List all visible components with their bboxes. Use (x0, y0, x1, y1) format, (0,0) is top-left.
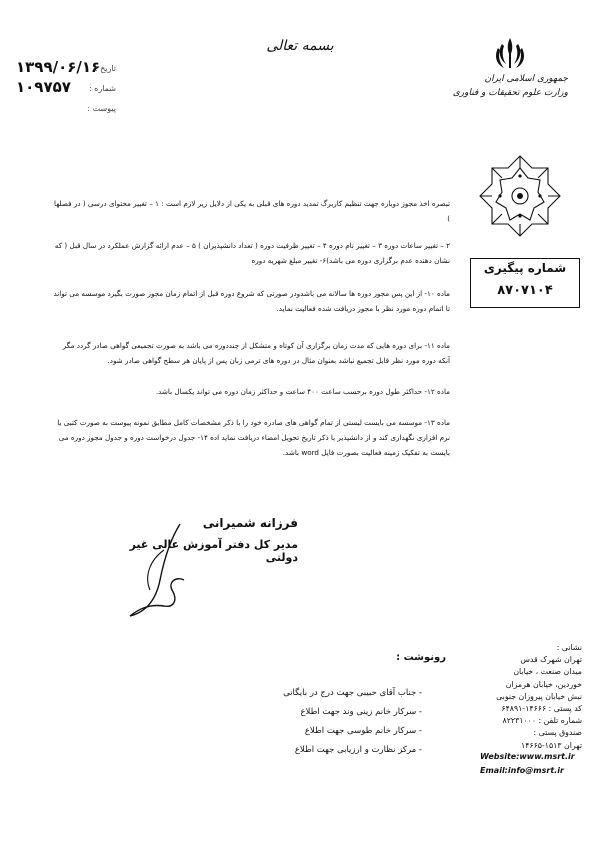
address-line: تهران شهرک قدس (520, 655, 582, 665)
list-item: - مرکز نظارت و ارزیابی جهت اطلاع (294, 745, 422, 755)
letter-meta (14, 58, 144, 118)
address-line: صندوق پستی : (533, 728, 582, 738)
handwritten-signature (120, 520, 200, 620)
email-link[interactable]: Email:info@msrt.ir (480, 766, 564, 775)
address-line: کد پستی : ۱۴۶۶۶-۶۴۸۹۱ (501, 704, 582, 714)
address-line: خوردین، خیابان هرمزان (505, 679, 582, 689)
list-item: - سرکار خانم طوسی جهت اطلاع (304, 726, 422, 736)
attachment-row (14, 98, 144, 118)
copies-list (196, 684, 422, 760)
iran-emblem-icon (490, 34, 530, 74)
list-item: - سرکار خانم زینی وند جهت اطلاع (300, 707, 422, 717)
number-value: ۱۰۹۷۵۷ (16, 78, 71, 96)
ministry-line-1: جمهوری اسلامی ایران (484, 74, 568, 84)
number-row (14, 78, 144, 98)
paragraph-1: تبصره اخذ مجوز دوباره جهت تنظیم کاربرگ تمدید دوره های قبلی به یکی از دلایل زیر لازم است : ۱ – تغییر محتوای درسی ( در فصلها ) (54, 199, 450, 223)
basmala: بسمه تعالی (266, 38, 334, 54)
signatory-title: مدیر کل دفتر آموزش عالی غیر دولتی (129, 538, 298, 564)
paragraph-6: ماده ۱۳- موسسه می بایست لیستی از تمام گواهی های صادره خود را با ذکر مشخصات کامل مطابق نمونه پیوست به صورت کتبی یا نرم افزاری نگهداری کند و از دانشپذیر با ذکر تاریخ تحویل امضاء دریافت نماید اده ۱۴- جدول درخواست دوره و جدول مجوز دوره می بایست به تفکیک زمینه فعالیت بصورت فایل word باشد. (57, 418, 450, 457)
copies-title: رونوشت : (396, 652, 446, 663)
paragraph-4: ماده ۱۱- برای دوره هایی که مدت زمان برگزاری آن کوتاه و متشکل از چنددوره می باشد به صورت تجمیعی گواهی صادر گردد مگر آنکه دوره مورد نظر قابل تجمیع نباشد بعنوان مثال در دوره های ترمی زبان پس از پایان هر سطح گواهی صادر شود. (62, 341, 450, 365)
tracking-number: ۸۷۰۷۱۰۴ (497, 283, 553, 298)
list-item: - جناب آقای حبیبی جهت درج در بایگانی (283, 688, 422, 698)
tracking-label: شماره پیگیری (483, 261, 567, 275)
paragraph-2: ۲ – تغییر ساعات دوره ۳ – تغییر نام دوره ۴ – تغییر ظرفیت دوره ( تعداد دانشپذیران ) ۵ – عدم ارائه گزارش عملکرد در سال قبل ( که نشان دهنده عدم برگزاری دوره می باشد)۶- تغییر مبلغ شهریه دوره (54, 241, 450, 265)
ministry-name (448, 72, 568, 100)
number-label: شماره : (88, 84, 116, 93)
address-block (476, 642, 582, 752)
paragraph-3: ماده ۱۰- از این پس مجوز دوره ها سالانه می باشدودر صورتی که شروع دوره قبل از اتمام زمان مجوز صورت بگیرد موسسه می تواند تا اتمام دوره مورد نظر با مجوز دریافت شده فعالیت نماید. (53, 289, 450, 313)
address-line: شماره تلفن : ۸۲۲۳۱۰۰۰ (502, 716, 582, 726)
date-row (14, 58, 144, 78)
date-label: تاریخ : (94, 64, 116, 73)
address-line: نشانی : (556, 643, 582, 652)
ministry-line-2: وزارت علوم تحقیقات و فناوری (452, 88, 568, 98)
website-link[interactable]: Website:www.msrt.ir (480, 752, 575, 761)
attachment-label: پیوست : (87, 104, 116, 113)
address-line: میدان صنعت ، خیابان (513, 667, 582, 677)
address-line: نبش خیابان پیروزان جنوبی (496, 691, 582, 701)
signatory-name: فرزانه شمیرانی (202, 516, 298, 530)
letter-body (50, 196, 450, 460)
ornament-pattern-icon (462, 150, 578, 240)
tracking-box (470, 258, 580, 308)
date-value: ۱۳۹۹/۰۶/۱۶ (16, 58, 101, 76)
address-line: تهران ۱۵۱۳-۱۴۶۶۵ (521, 740, 582, 750)
paragraph-5: ماده ۱۲- حداکثر طول دوره برحسب ساعت ۴۰۰ ساعت و حداکثر زمان دوره می تواند یکسال باشد. (155, 387, 450, 396)
